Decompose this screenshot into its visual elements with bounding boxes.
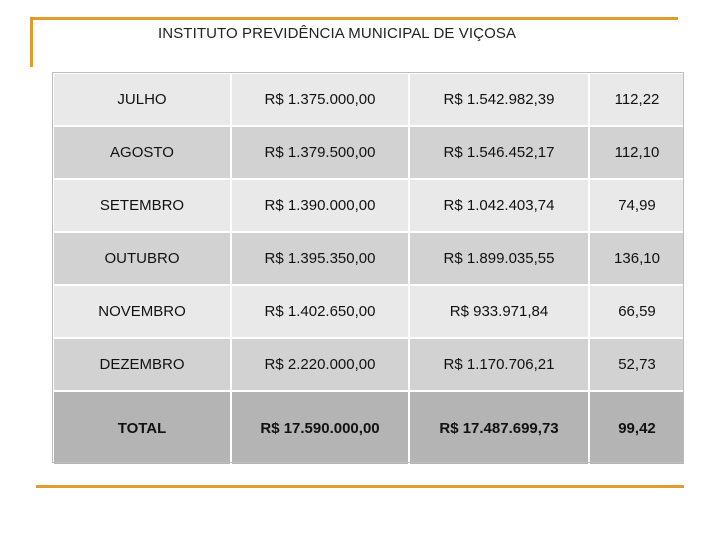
month-cell: AGOSTO bbox=[53, 126, 231, 179]
month-cell: DEZEMBRO bbox=[53, 338, 231, 391]
percent-cell: 52,73 bbox=[589, 338, 685, 391]
amount-cell: R$ 1.379.500,00 bbox=[231, 126, 409, 179]
amount-cell: R$ 1.042.403,74 bbox=[409, 179, 589, 232]
accent-line-left bbox=[30, 17, 33, 67]
amount-cell: R$ 1.390.000,00 bbox=[231, 179, 409, 232]
table-row bbox=[53, 126, 685, 179]
total-percent-cell: 99,42 bbox=[589, 391, 685, 465]
table-row bbox=[53, 179, 685, 232]
amount-cell: R$ 933.971,84 bbox=[409, 285, 589, 338]
table-row bbox=[53, 73, 685, 126]
total-amount-cell: R$ 17.590.000,00 bbox=[231, 391, 409, 465]
total-amount-cell: R$ 17.487.699,73 bbox=[409, 391, 589, 465]
amount-cell: R$ 1.395.350,00 bbox=[231, 232, 409, 285]
amount-cell: R$ 1.899.035,55 bbox=[409, 232, 589, 285]
amount-cell: R$ 1.402.650,00 bbox=[231, 285, 409, 338]
amount-cell: R$ 1.546.452,17 bbox=[409, 126, 589, 179]
page-title: INSTITUTO PREVIDÊNCIA MUNICIPAL DE VIÇOSA bbox=[158, 25, 517, 42]
percent-cell: 112,10 bbox=[589, 126, 685, 179]
percent-cell: 136,10 bbox=[589, 232, 685, 285]
percent-cell: 66,59 bbox=[589, 285, 685, 338]
table-row bbox=[53, 285, 685, 338]
month-cell: JULHO bbox=[53, 73, 231, 126]
amount-cell: R$ 1.542.982,39 bbox=[409, 73, 589, 126]
table-row bbox=[53, 338, 685, 391]
table-row bbox=[53, 232, 685, 285]
accent-line-top bbox=[30, 17, 678, 20]
total-row bbox=[53, 391, 685, 465]
percent-cell: 112,22 bbox=[589, 73, 685, 126]
data-table bbox=[52, 72, 686, 466]
month-cell: OUTUBRO bbox=[53, 232, 231, 285]
month-cell: SETEMBRO bbox=[53, 179, 231, 232]
percent-cell: 74,99 bbox=[589, 179, 685, 232]
amount-cell: R$ 1.170.706,21 bbox=[409, 338, 589, 391]
accent-line-bottom bbox=[36, 485, 684, 488]
amount-cell: R$ 2.220.000,00 bbox=[231, 338, 409, 391]
month-cell: NOVEMBRO bbox=[53, 285, 231, 338]
total-label: TOTAL bbox=[53, 391, 231, 465]
amount-cell: R$ 1.375.000,00 bbox=[231, 73, 409, 126]
